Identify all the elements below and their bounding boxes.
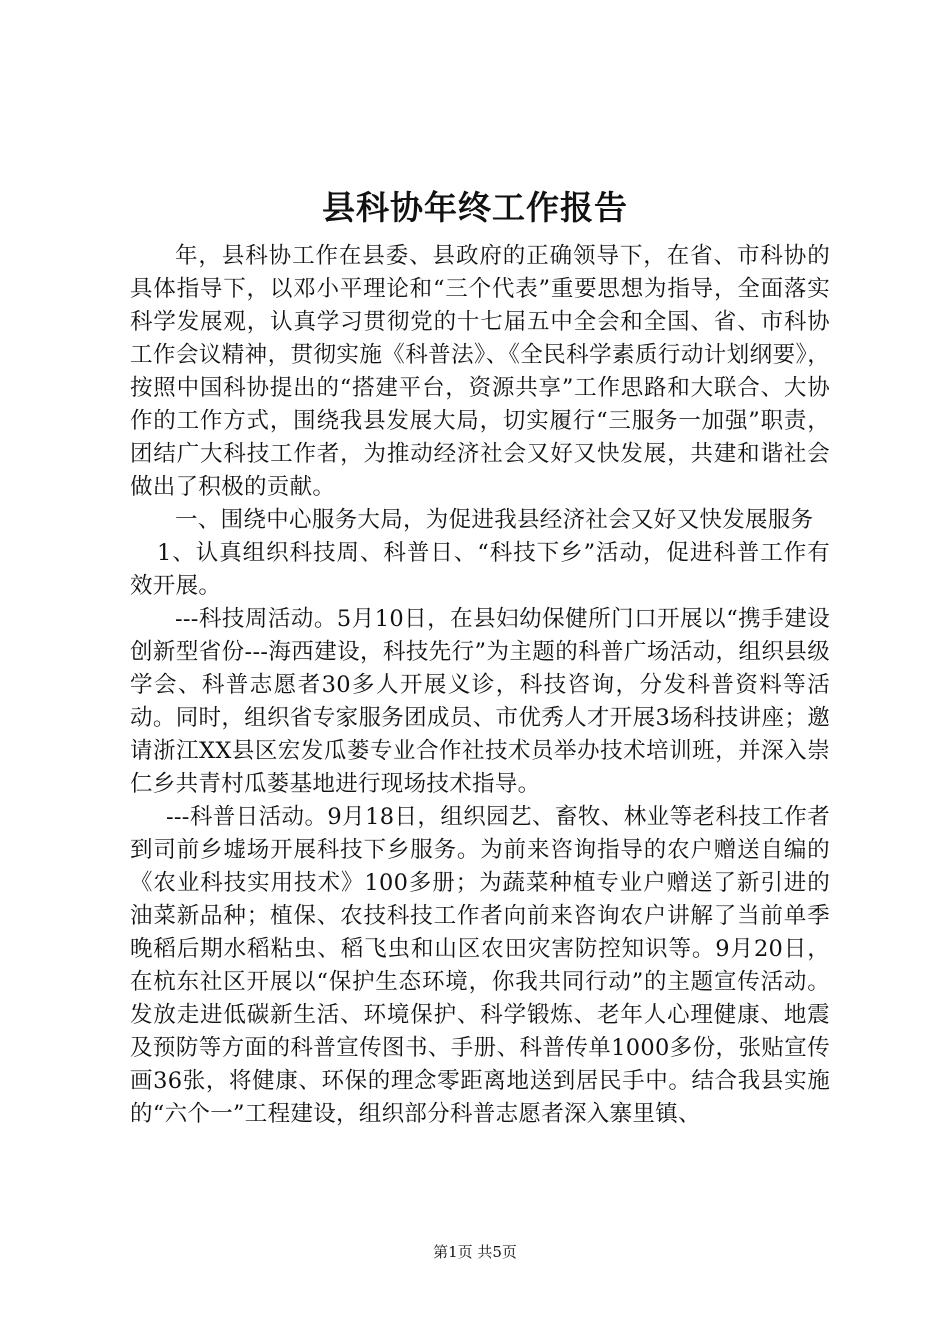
intro-paragraph: 年，县科协工作在县委、县政府的正确领导下，在省、市科协的具体指导下，以邓小平理论和“三个代表”重要思想为指导，全面落实科学发展观，认真学习贯彻党的十七届五中全会和全国、省、市科协工作会议精神，贯彻实施《科普法》、《全民科学素质行动计划纲要》，按照中国科协提出的“搭建平台，资源共享”工作思路和大联合、大协作的工作方式，围绕我县发展大局，切实履行“三服务一加强”职责，团结广大科技工作者，为推动经济社会又好又快发展，共建和谐社会做出了积极的贡献。: [130, 243, 830, 500]
document-body: [130, 240, 830, 1131]
page-footer: 第1页 共5页: [433, 1243, 517, 1261]
section-heading-1: 一、围绕中心服务大局，为促进我县经济社会又好又快发展服务: [175, 507, 814, 533]
document-title: 县科协年终工作报告: [322, 188, 628, 227]
subsection-heading-1: 1、认真组织科技周、科普日、“科技下乡”活动，促进科普工作有效开展。: [130, 540, 830, 599]
science-day-paragraph: ---科普日活动。9月18日，组织园艺、畜牧、林业等老科技工作者到司前乡墟场开展科技下乡服务。为前来咨询指导的农户赠送自编的《农业科技实用技术》100多册；为蔬菜种植专业户赠送了新引进的油菜新品种；植保、农技科技工作者向前来咨询农户讲解了当前单季晚稻后期水稻粘虫、稻飞虫和山区农田灾害防控知识等。9月20日，在杭东社区开展以“保护生态环境，你我共同行动”的主题宣传活动。发放走进低碳新生活、环境保护、科学锻炼、老年人心理健康、地震及预防等方面的科普宣传图书、手册、科普传单1000多份，张贴宣传画36张，将健康、环保的理念零距离地送到居民手中。结合我县实施的“六个一”工程建设，组织部分科普志愿者深入寨里镇、: [130, 804, 830, 1127]
science-week-paragraph: ---科技周活动。5月10日，在县妇幼保健所门口开展以“携手建设创新型省份---海西建设，科技先行”为主题的科普广场活动，组织县级学会、科普志愿者30多人开展义诊，科技咨询，分发科普资料等活动。同时，组织省专家服务团成员、市优秀人才开展3场科技讲座；邀请浙江XX县区宏发瓜蒌专业合作社技术员举办技术培训班，并深入崇仁乡共青村瓜蒌基地进行现场技术指导。: [130, 606, 830, 797]
